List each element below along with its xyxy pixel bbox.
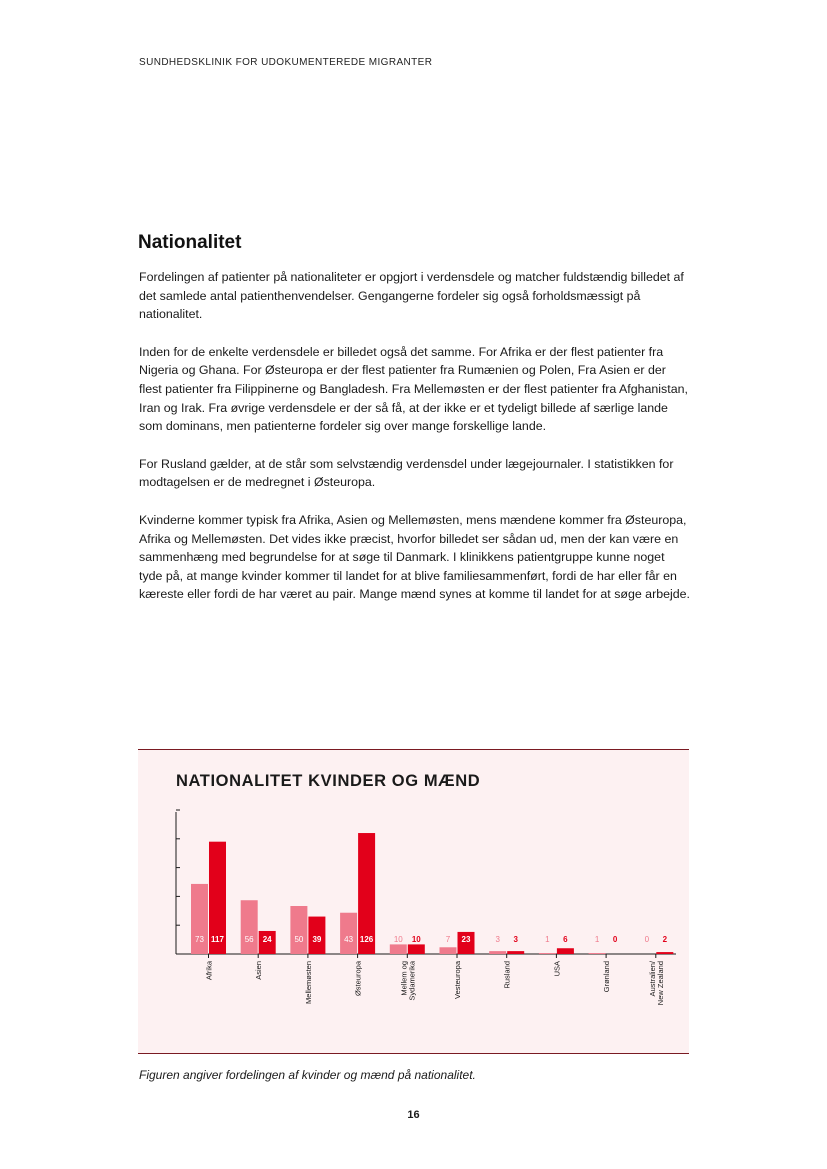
page-number: 16 bbox=[407, 1109, 420, 1121]
data-label: 39 bbox=[312, 935, 322, 944]
category-label: Asien bbox=[254, 961, 264, 980]
data-label: 0 bbox=[644, 935, 650, 944]
bar-women bbox=[539, 953, 556, 954]
data-label: 126 bbox=[359, 935, 374, 944]
nationality-bar-chart bbox=[138, 750, 689, 1053]
bar-women bbox=[489, 951, 506, 954]
category-label: Østeuropa bbox=[353, 961, 363, 997]
category-label: Mellem ogSydamerika bbox=[399, 961, 417, 1001]
data-label: 24 bbox=[262, 935, 272, 944]
data-label: 73 bbox=[195, 935, 204, 944]
paragraph-1: Fordelingen af patienter på nationaliteter er opgjort i verdensdele og matcher fuldstændig billedet af det samlede antal patienthenvendelser. Gengangerne fordeler sig også forholdsmæssigt på nationalitet. bbox=[139, 270, 684, 322]
data-label: 43 bbox=[344, 935, 354, 944]
data-label: 117 bbox=[211, 935, 224, 944]
data-label: 3 bbox=[513, 935, 518, 944]
chart-title: NATIONALITET KVINDER OG MÆND bbox=[176, 772, 481, 790]
bar-men bbox=[408, 944, 425, 954]
paragraph-3: For Rusland gælder, at de står som selvstændig verdensdel under lægejournaler. I statistikken for modtagelsen er de medregnet i Østeuropa. bbox=[139, 456, 674, 490]
data-label: 1 bbox=[594, 935, 600, 944]
data-label: 10 bbox=[393, 935, 403, 944]
running-head: SUNDHEDSKLINIK FOR UDOKUMENTEREDE MIGRANTER bbox=[139, 57, 433, 68]
data-label: 0 bbox=[612, 935, 618, 944]
data-label: 2 bbox=[662, 935, 668, 944]
data-label: 23 bbox=[461, 935, 471, 944]
chart-panel bbox=[138, 749, 689, 1054]
bar-men bbox=[557, 948, 574, 954]
category-label: Grønland bbox=[602, 961, 612, 993]
data-label: 1 bbox=[545, 935, 550, 944]
bar-men bbox=[656, 952, 673, 954]
paragraph-4: Kvinderne kommer typisk fra Afrika, Asien og Mellemøsten, mens mændene kommer fra Østeuropa, Afrika og Mellemøsten. Det vides ikke præcist, hvorfor billedet ser sådan ud, men der kan være en sammenhæng med begrundelse for at søge til Danmark. I klinikkens patientgruppe kunne noget tyde på, at mange kvinder kommer til landet for at blive familiesammenført, fordi de har eller får en kæreste eller fordi de har været au pair. Mange mænd synes at komme til landet for at søge arbejde. bbox=[139, 512, 690, 602]
data-label: 7 bbox=[445, 935, 451, 944]
data-label: 6 bbox=[563, 935, 568, 944]
bar-women bbox=[290, 906, 307, 954]
bar-women bbox=[340, 913, 357, 954]
category-label: Rusland bbox=[502, 961, 512, 989]
category-label: Vesteuropa bbox=[453, 961, 462, 999]
category-label: Afrika bbox=[204, 961, 214, 981]
category-label: Australien/New Zealand bbox=[647, 961, 665, 1006]
bar-men bbox=[507, 951, 524, 954]
data-label: 50 bbox=[294, 935, 304, 944]
bar-women bbox=[589, 953, 606, 954]
data-label: 56 bbox=[244, 935, 254, 944]
section-title: Nationalitet bbox=[138, 232, 242, 253]
bar-women bbox=[440, 947, 457, 954]
category-label: Mellemøsten bbox=[303, 961, 313, 1004]
data-label: 3 bbox=[495, 935, 500, 944]
figure-caption: Figuren angiver fordelingen af kvinder og mænd på nationalitet. bbox=[139, 1068, 476, 1082]
bar-women bbox=[390, 944, 407, 954]
data-label: 10 bbox=[411, 935, 421, 944]
body-text bbox=[139, 268, 691, 623]
paragraph-2: Inden for de enkelte verdensdele er billedet også det samme. For Afrika er der flest patienter fra Nigeria og Ghana. For Østeuropa er der flest patienter fra Rumænien og Polen, Fra Asien er der flest patienter fra Filippinerne og Bangladesh. Fra Mellemøsten er der flest patienter fra Afghanistan, Iran og Irak. Fra øvrige verdensdele er der så få, at der ikke er et tydeligt billede af særlige lande som dominans, men patienterne fordeler sig over mange forskellige lande. bbox=[139, 344, 688, 434]
category-label: USA bbox=[552, 961, 562, 977]
bar-women bbox=[241, 900, 258, 954]
